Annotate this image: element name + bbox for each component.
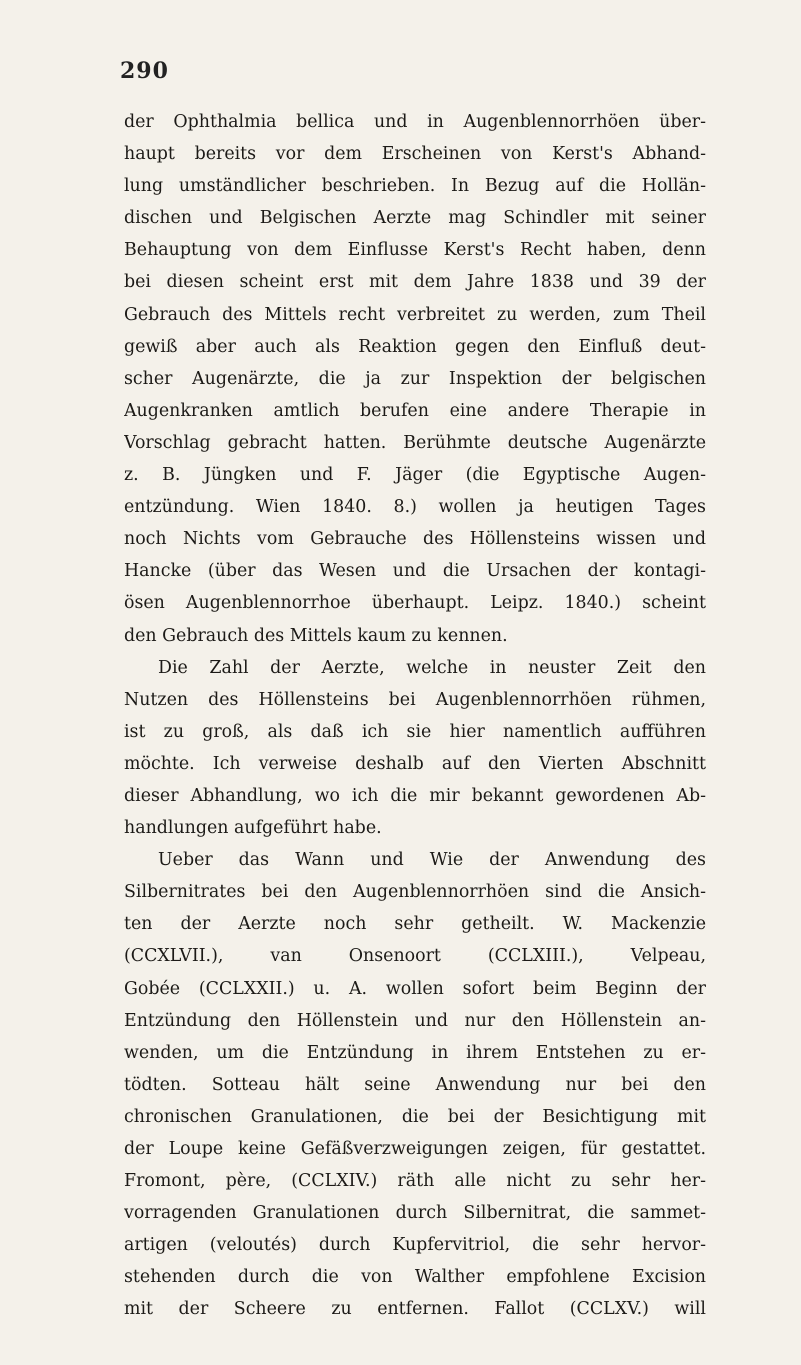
text-line: stehenden durch die von Walther empfohlene Excision (124, 1267, 706, 1288)
text-line: dischen und Belgischen Aerzte mag Schindler mit seiner (124, 208, 706, 229)
text-line: Entzündung den Höllenstein und nur den Höllenstein an- (124, 1010, 706, 1031)
text-line: den Gebrauch des Mittels kaum zu kennen. (124, 625, 508, 646)
text-line: der Loupe keine Gefäßverzweigungen zeigen, für gestattet. (124, 1139, 706, 1159)
text-line: ösen Augenblennorrhoe überhaupt. Leipz. 1840.) scheint (124, 593, 706, 614)
text-line: Gobée (CCLXXII.) u. A. wollen sofort beim Beginn der (124, 978, 706, 999)
text-line: noch Nichts vom Gebrauche des Höllensteins wissen und (124, 529, 706, 550)
text-line: artigen (veloutés) durch Kupfervitriol, die sehr hervor- (124, 1235, 706, 1256)
text-line: haupt bereits vor dem Erscheinen von Kerst's Abhand- (124, 144, 706, 165)
text-line: Vorschlag gebracht hatten. Berühmte deutsche Augenärzte (124, 432, 706, 453)
text-line: Nutzen des Höllensteins bei Augenblennorrhöen rühmen, (124, 689, 706, 710)
text-line: chronischen Granulationen, die bei der Besichtigung mit (124, 1106, 706, 1127)
page-number: 290 (120, 58, 169, 84)
text-line: Gebrauch des Mittels recht verbreitet zu werden, zum Theil (124, 304, 706, 325)
text-line: ten der Aerzte noch sehr getheilt. W. Mackenzie (124, 914, 706, 935)
text-line: gewiß aber auch als Reaktion gegen den Einfluß deut- (124, 336, 706, 357)
text-line: vorragenden Granulationen durch Silbernitrat, die sammet- (124, 1203, 706, 1224)
text-line: mit der Scheere zu entfernen. Fallot (CCLXV.) will (124, 1299, 706, 1320)
text-line: lung umständlicher beschrieben. In Bezug auf die Hollän- (124, 176, 706, 197)
text-line: Behauptung von dem Einflusse Kerst's Recht haben, denn (124, 240, 706, 261)
text-line: entzündung. Wien 1840. 8.) wollen ja heutigen Tages (124, 497, 706, 518)
text-line: z. B. Jüngken und F. Jäger (die Egyptische Augen- (124, 465, 706, 486)
text-line: Ueber das Wann und Wie der Anwendung des (158, 850, 706, 871)
text-line: Silbernitrates bei den Augenblennorrhöen sind die Ansich- (124, 882, 706, 903)
text-line: (CCXLVII.), van Onsenoort (CCLXIII.), Velpeau, (124, 946, 706, 967)
text-line: ist zu groß, als daß ich sie hier namentlich aufführen (124, 721, 706, 742)
body-text (124, 106, 706, 1326)
text-line: möchte. Ich verweise deshalb auf den Vierten Abschnitt (124, 753, 706, 774)
text-line: dieser Abhandlung, wo ich die mir bekannt gewordenen Ab- (124, 785, 706, 806)
text-line: wenden, um die Entzündung in ihrem Entstehen zu er- (124, 1042, 706, 1063)
text-line: scher Augenärzte, die ja zur Inspektion der belgischen (124, 368, 706, 389)
text-line: Augenkranken amtlich berufen eine andere Therapie in (124, 400, 706, 421)
text-line: Die Zahl der Aerzte, welche in neuster Zeit den (158, 657, 706, 678)
text-line: handlungen aufgeführt habe. (124, 818, 382, 839)
text-line: bei diesen scheint erst mit dem Jahre 1838 und 39 der (124, 272, 706, 293)
text-line: Hancke (über das Wesen und die Ursachen der kontagi- (124, 561, 706, 582)
text-line: tödten. Sotteau hält seine Anwendung nur bei den (124, 1074, 706, 1095)
text-line: der Ophthalmia bellica und in Augenblennorrhöen über- (124, 112, 706, 132)
text-line: Fromont, père, (CCLXIV.) räth alle nicht zu sehr her- (124, 1171, 706, 1192)
